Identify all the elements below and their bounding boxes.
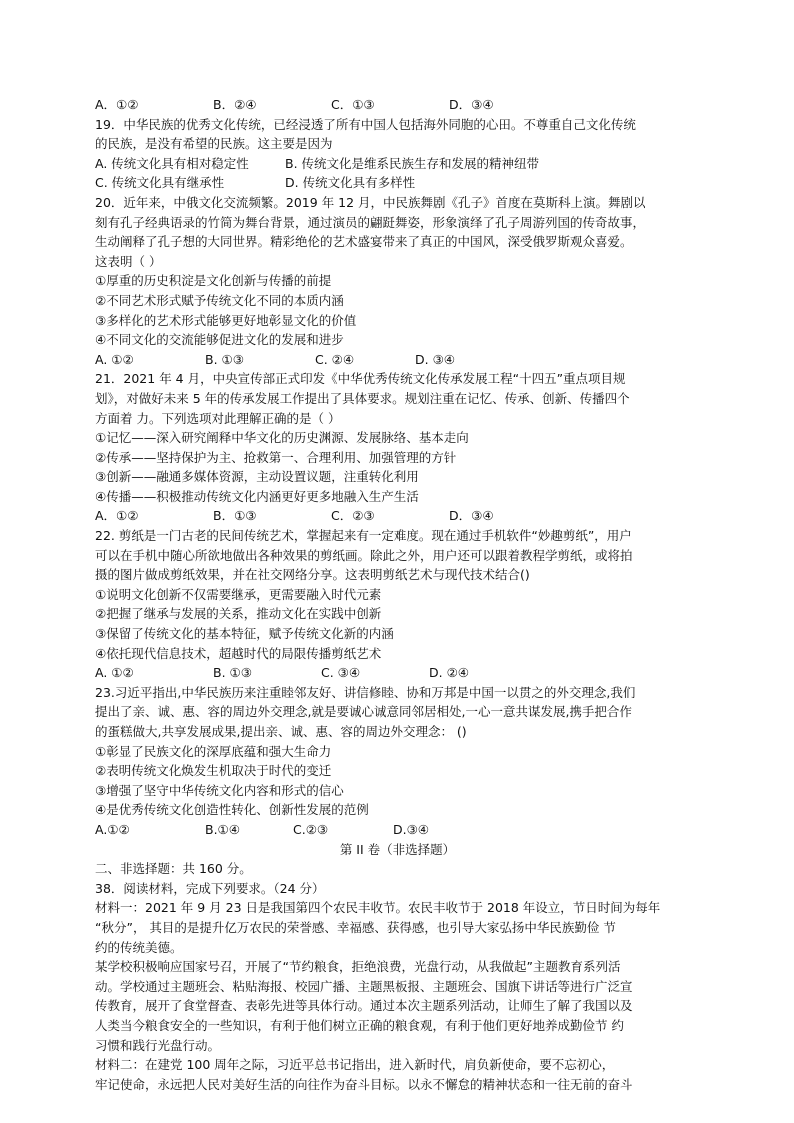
answer-option: D．③④ xyxy=(449,508,494,524)
text-line: 23.习近平指出,中华民族历来注重睦邻友好、讲信修睦、协和万邦是中国一以贯之的外交理念,我们 xyxy=(95,684,636,700)
text-line: ③多样化的艺术形式能够更好地彰显文化的价值 xyxy=(95,312,357,328)
answer-option: A. ①② xyxy=(95,351,134,367)
text-line: ①彰显了民族文化的深厚底蕴和强大生命力 xyxy=(95,743,332,759)
answer-option: C．①③ xyxy=(331,97,375,112)
text-line: 二、非选择题：共 160 分。 xyxy=(95,861,252,877)
text-line: 的民族，是没有希望的民族。这主要是因为 xyxy=(95,136,333,152)
answer-option: D. 传统文化具有多样性 xyxy=(285,175,416,191)
answer-options-row xyxy=(95,506,700,526)
text-line: ④依托现代信息技术，超越时代的局限传播剪纸艺术 xyxy=(95,645,382,661)
text-line: 刻有孔子经典语录的竹简为舞台背景，通过演员的翩跹舞姿，形象演绎了孔子周游列国的传奇故事， xyxy=(95,214,646,230)
text-line: 习惯和践行光盘行动。 xyxy=(95,1037,221,1053)
text-line: ①记忆——深入研究阐释中华文化的历史渊源、发展脉络、基本走向 xyxy=(95,430,469,446)
text-line: ③保留了传统文化的基本特征，赋予传统文化新的内涵 xyxy=(95,626,394,642)
answer-option: D. ③④ xyxy=(415,351,455,367)
answer-option: B．②④ xyxy=(213,97,257,112)
answer-options-row xyxy=(95,663,700,683)
text-line: 传教育，展开了食堂督查、表彰先进等具体行动。通过本次主题系列活动，让师生了解了我国以及 xyxy=(95,998,633,1014)
text-line: ③创新——融通多媒体资源，主动设置议题，注重转化利用 xyxy=(95,469,419,485)
text-line: 20．近年来，中俄文化交流频繁。2019 年 12 月，中民族舞剧《孔子》首度在莫斯科上演。舞剧以 xyxy=(95,194,646,210)
text-line: 21．2021 年 4 月，中央宣传部正式印发《中华优秀传统文化传承发展工程“十四五”重点项目规 xyxy=(95,371,626,387)
text-line: ④传播——积极推动传统文化内涵更好更多地融入生产生活 xyxy=(95,488,419,504)
text-line: 划》，对做好未来 5 年的传承发展工作提出了具体要求。规划注重在记忆、传承、创新、传播四个 xyxy=(95,390,630,406)
text-line: 牢记使命，永远把人民对美好生活的向往作为奋斗目标。以永不懈怠的精神状态和一往无前的奋斗 xyxy=(95,1076,633,1092)
text-line: ②表明传统文化焕发生机取决于时代的变迁 xyxy=(95,763,332,779)
answer-options-row xyxy=(95,154,700,174)
text-line: ①厚重的历史积淀是文化创新与传播的前提 xyxy=(95,273,332,289)
text-line: 22. 剪纸是一门古老的民间传统艺术，掌握起来有一定难度。现在通过手机软件“妙趣剪纸”，用户 xyxy=(95,528,632,544)
text-line: 的蛋糕做大,共享发展成果,提出亲、诚、惠、容的周边外交理念： () xyxy=(95,724,467,739)
answer-option: A．①② xyxy=(95,97,139,112)
text-line: 某学校积极响应国家号召，开展了“节约粮食，拒绝浪费，光盘行动，从我做起”主题教育系列活 xyxy=(95,959,621,975)
text-line: ②不同艺术形式赋予传统文化不同的本质内涵 xyxy=(95,292,344,308)
text-line: 38．阅读材料，完成下列要求。（24 分） xyxy=(95,880,325,896)
text-line: 生动阐释了孔子想的大同世界。精彩绝伦的艺术盛宴带来了真正的中国风，深受俄罗斯观众喜爱。 xyxy=(95,234,633,250)
answer-option: C. 传统文化具有继承性 xyxy=(95,175,225,191)
answer-option: D.③④ xyxy=(393,821,430,837)
answer-option: C．②③ xyxy=(331,508,375,524)
text-line: ④不同文化的交流能够促进文化的发展和进步 xyxy=(95,332,344,348)
answer-option: A．①② xyxy=(95,508,139,524)
answer-option: A. ①② xyxy=(95,665,134,681)
text-line: ③增强了坚守中华传统文化内容和形式的信心 xyxy=(95,782,344,798)
text-line: 可以在手机中随心所欲地做出各种效果的剪纸画。除此之外，用户还可以跟着教程学剪纸，或将拍 xyxy=(95,547,633,563)
text-line: 方面着 力。下列选项对此理解正确的是（ ） xyxy=(95,410,341,426)
section-heading: 第 II 卷（非选择题） xyxy=(339,841,456,857)
text-line: 约的传统美德。 xyxy=(95,939,183,955)
text-line: 材料二：在建党 100 周年之际，习近平总书记指出，进入新时代，肩负新使命，要不忘初心， xyxy=(95,1057,615,1073)
text-line: 材料一：2021 年 9 月 23 日是我国第四个农民丰收节。农民丰收节于 2018 年设立，节日时间为每年 xyxy=(95,900,661,916)
text-line: 动。学校通过主题班会、粘贴海报、校园广播、主题黑板报、主题班会、国旗下讲话等进行广泛宣 xyxy=(95,978,633,994)
text-line: ②把握了继承与发展的关系，推动文化在实践中创新 xyxy=(95,606,382,622)
answer-options-row xyxy=(95,820,700,840)
answer-option: B.①④ xyxy=(205,821,240,837)
answer-options-row xyxy=(95,350,700,370)
text-line: 提出了亲、诚、惠、容的周边外交理念,就是要诚心诚意同邻居相处,一心一意共谋发展,携手把合作 xyxy=(95,704,632,720)
answer-options-row xyxy=(95,95,700,115)
text-line: 人类当今粮食安全的一些知识，有利于他们树立正确的粮食观，有利于他们更好地养成勤俭节 约 xyxy=(95,1017,624,1033)
answer-option: C. ②④ xyxy=(315,351,355,367)
answer-options-row xyxy=(95,173,700,193)
answer-option: D. ②④ xyxy=(429,665,469,681)
text-line: ②传承——坚持保护为主、抢救第一、合理利用、加强管理的方针 xyxy=(95,449,457,465)
answer-option: B. ①③ xyxy=(205,351,244,367)
answer-option: B. ①③ xyxy=(213,665,252,681)
text-line: ①说明文化创新不仅需要继承，更需要融入时代元素 xyxy=(95,586,382,602)
text-line: 这表明（ ） xyxy=(95,253,162,269)
text-line: “秋分”， 其目的是提升亿万农民的荣誉感、幸福感、获得感，也引导大家弘扬中华民族勤俭 节 xyxy=(95,919,616,935)
answer-option: C.②③ xyxy=(293,821,329,837)
answer-option: B. 传统文化是维系民族生存和发展的精神纽带 xyxy=(285,155,540,171)
exam-page xyxy=(95,95,700,1094)
answer-option: C. ③④ xyxy=(321,665,361,681)
answer-option: B．①③ xyxy=(213,508,257,524)
text-line: 摄的图片做成剪纸效果，并在社交网络分享。这表明剪纸艺术与现代技术结合() xyxy=(95,567,530,583)
text-line: ④是优秀传统文化创造性转化、创新性发展的范例 xyxy=(95,802,369,818)
answer-option: A.①② xyxy=(95,821,130,837)
text-line: 19．中华民族的优秀文化传统，已经浸透了所有中国人包括海外同胞的心田。不尊重自己文化传统 xyxy=(95,116,636,132)
answer-option: D．③④ xyxy=(449,97,494,112)
answer-option: A. 传统文化具有相对稳定性 xyxy=(95,155,249,171)
